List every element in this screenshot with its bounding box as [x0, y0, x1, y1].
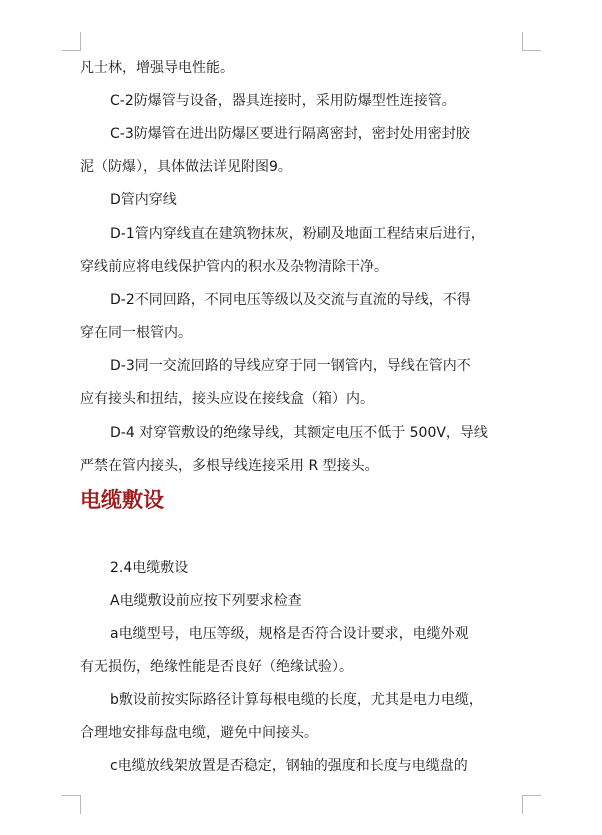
- body-text-line: 凡士林，增强导电性能。: [80, 60, 234, 76]
- body-text-line: 穿线前应将电线保护管内的积水及杂物清除干净。: [80, 259, 388, 275]
- body-text-line: D-2不同回路，不同电压等级以及交流与直流的导线，不得: [110, 292, 471, 308]
- body-text-line: D-3同一交流回路的导线应穿于同一钢管内，导线在管内不: [110, 358, 471, 374]
- body-text-line: 2.4电缆敷设: [110, 560, 189, 576]
- body-text-line: C-2防爆管与设备，器具连接时，采用防爆型性连接管。: [110, 93, 456, 109]
- body-text-line: 应有接头和扭结，接头应设在接线盒（箱）内。: [80, 391, 374, 407]
- body-text-line: c电缆放线架放置是否稳定，钢轴的强度和长度与电缆盘的: [110, 758, 468, 774]
- body-text-line: 泥（防爆），具体做法详见附图9。: [80, 159, 292, 175]
- body-text-line: 严禁在管内接头，多根导线连接采用 R 型接头。: [80, 458, 379, 474]
- body-text-line: 合理地安排每盘电缆，避免中间接头。: [80, 725, 318, 741]
- body-text-line: 有无损伤，绝缘性能是否良好（绝缘试验）。: [80, 659, 353, 675]
- body-text-line: 穿在同一根管内。: [80, 325, 192, 341]
- body-text-line: C-3防爆管在进出防爆区要进行隔离密封，密封处用密封胶: [110, 126, 470, 142]
- body-text-line: D管内穿线: [110, 192, 177, 208]
- section-heading: 电缆敷设: [80, 488, 164, 512]
- body-text-line: A电缆敷设前应按下列要求检查: [110, 593, 302, 609]
- body-text-line: a电缆型号，电压等级，规格是否符合设计要求，电缆外观: [110, 626, 469, 642]
- body-text-line: b敷设前按实际路径计算每根电缆的长度，尤其是电力电缆，: [110, 692, 483, 708]
- body-text-line: D-4 对穿管敷设的绝缘导线，其额定电压不低于 500V，导线: [110, 425, 488, 441]
- body-text-line: D-1管内穿线直在建筑物抹灰，粉刷及地面工程结束后进行，: [110, 226, 485, 242]
